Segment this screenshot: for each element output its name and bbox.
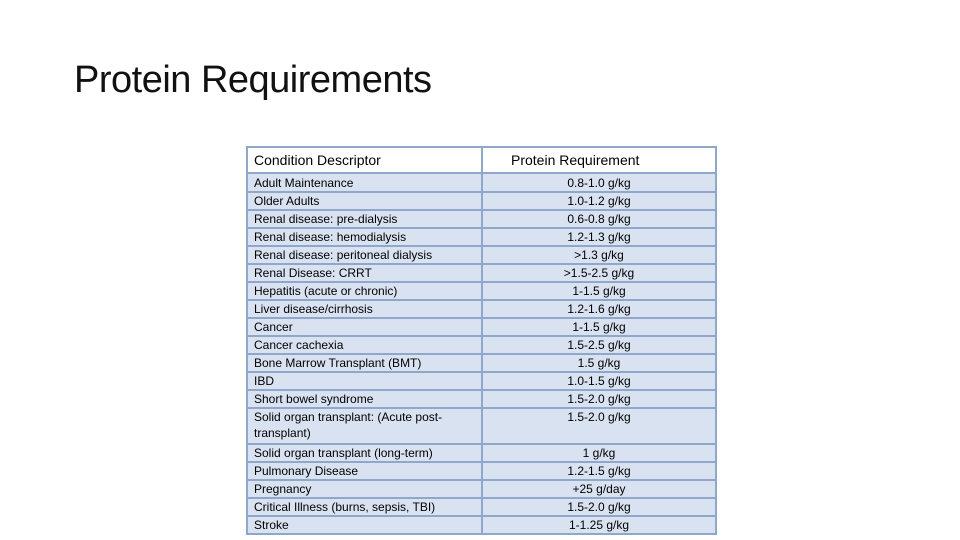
condition-cell: Cancer [247, 318, 482, 336]
requirements-table [246, 146, 717, 535]
table-row [247, 228, 716, 246]
condition-cell: Renal Disease: CRRT [247, 264, 482, 282]
requirement-cell: +25 g/day [482, 480, 716, 498]
table-row [247, 444, 716, 462]
condition-cell: Critical Illness (burns, sepsis, TBI) [247, 498, 482, 516]
condition-cell: Stroke [247, 516, 482, 534]
requirement-cell: 1.2-1.5 g/kg [482, 462, 716, 480]
table-row [247, 173, 716, 192]
table-row [247, 192, 716, 210]
table-row [247, 390, 716, 408]
requirement-cell: 1.0-1.2 g/kg [482, 192, 716, 210]
condition-cell: Hepatitis (acute or chronic) [247, 282, 482, 300]
table-row [247, 264, 716, 282]
requirement-cell: 1.2-1.3 g/kg [482, 228, 716, 246]
requirement-cell: 1 g/kg [482, 444, 716, 462]
condition-cell: Adult Maintenance [247, 173, 482, 192]
table-row [247, 372, 716, 390]
requirement-cell: 1.0-1.5 g/kg [482, 372, 716, 390]
table-row [247, 300, 716, 318]
condition-cell: Bone Marrow Transplant (BMT) [247, 354, 482, 372]
requirement-cell: 1-1.5 g/kg [482, 318, 716, 336]
condition-cell: Pulmonary Disease [247, 462, 482, 480]
condition-cell: Renal disease: peritoneal dialysis [247, 246, 482, 264]
condition-cell: Liver disease/cirrhosis [247, 300, 482, 318]
slide-title: Protein Requirements [74, 59, 432, 101]
requirement-cell: 1-1.25 g/kg [482, 516, 716, 534]
condition-cell: Renal disease: hemodialysis [247, 228, 482, 246]
table-row [247, 480, 716, 498]
requirement-cell: 1.5-2.0 g/kg [482, 408, 716, 444]
requirement-cell: 1.5-2.0 g/kg [482, 390, 716, 408]
condition-cell: Older Adults [247, 192, 482, 210]
table-row [247, 246, 716, 264]
table-header-row [247, 147, 716, 173]
table-row [247, 318, 716, 336]
requirement-cell: 1.5 g/kg [482, 354, 716, 372]
condition-cell: Short bowel syndrome [247, 390, 482, 408]
requirement-cell: 1.5-2.5 g/kg [482, 336, 716, 354]
table-row [247, 462, 716, 480]
requirement-cell: 1-1.5 g/kg [482, 282, 716, 300]
table-row [247, 516, 716, 534]
column-header-requirement: Protein Requirement [482, 147, 716, 173]
condition-cell: Pregnancy [247, 480, 482, 498]
table-row [247, 408, 716, 444]
condition-cell: Solid organ transplant (long-term) [247, 444, 482, 462]
table-row [247, 336, 716, 354]
column-header-condition: Condition Descriptor [247, 147, 482, 173]
requirement-cell: >1.5-2.5 g/kg [482, 264, 716, 282]
protein-requirements-table [246, 146, 715, 535]
requirement-cell: 0.8-1.0 g/kg [482, 173, 716, 192]
requirement-cell: 1.2-1.6 g/kg [482, 300, 716, 318]
requirement-cell: 0.6-0.8 g/kg [482, 210, 716, 228]
table-row [247, 282, 716, 300]
table-row [247, 210, 716, 228]
table-row [247, 354, 716, 372]
condition-cell: IBD [247, 372, 482, 390]
requirement-cell: >1.3 g/kg [482, 246, 716, 264]
condition-cell: Cancer cachexia [247, 336, 482, 354]
table-row [247, 498, 716, 516]
requirement-cell: 1.5-2.0 g/kg [482, 498, 716, 516]
condition-cell: Solid organ transplant: (Acute post-transplant) [247, 408, 482, 444]
condition-cell: Renal disease: pre-dialysis [247, 210, 482, 228]
table-body [247, 173, 716, 534]
